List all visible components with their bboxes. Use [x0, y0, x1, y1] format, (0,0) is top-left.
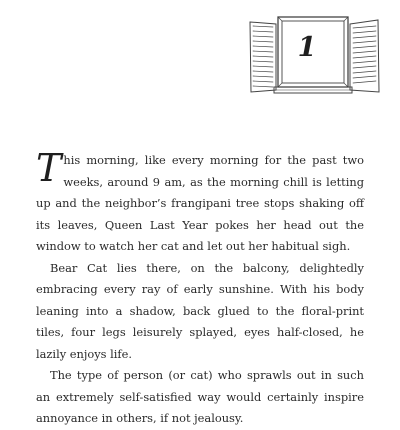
paragraph-2: Bear Cat lies there, on the balcony, delightedly embracing every ray of early sunshine. With his body leaning into a shadow, back glued to the floral-print tiles, four legs leisurely splayed, eyes half-closed, he lazily enjoys life.	[36, 260, 364, 361]
story-text	[36, 146, 364, 430]
drop-cap: T	[36, 146, 62, 190]
right-shutter	[350, 20, 379, 92]
left-shutter	[250, 22, 276, 92]
paragraph-3: The type of person (or cat) who sprawls out in such an extremely self-satisfied way would certainly inspire annoyance in others, if not jealousy.	[36, 368, 364, 425]
window-sill	[274, 87, 352, 93]
paragraph-1	[36, 146, 364, 258]
paragraph-1-text: his morning, like every morning for the past two weeks, around 9 am, as the morning chill is letting up and the neighbor’s frangipani tree stops shaking off its leaves, Queen Last Year pokes her head out the window to watch her cat and let out her habitual sigh.	[36, 153, 364, 253]
chapter-number: 1	[297, 32, 317, 63]
